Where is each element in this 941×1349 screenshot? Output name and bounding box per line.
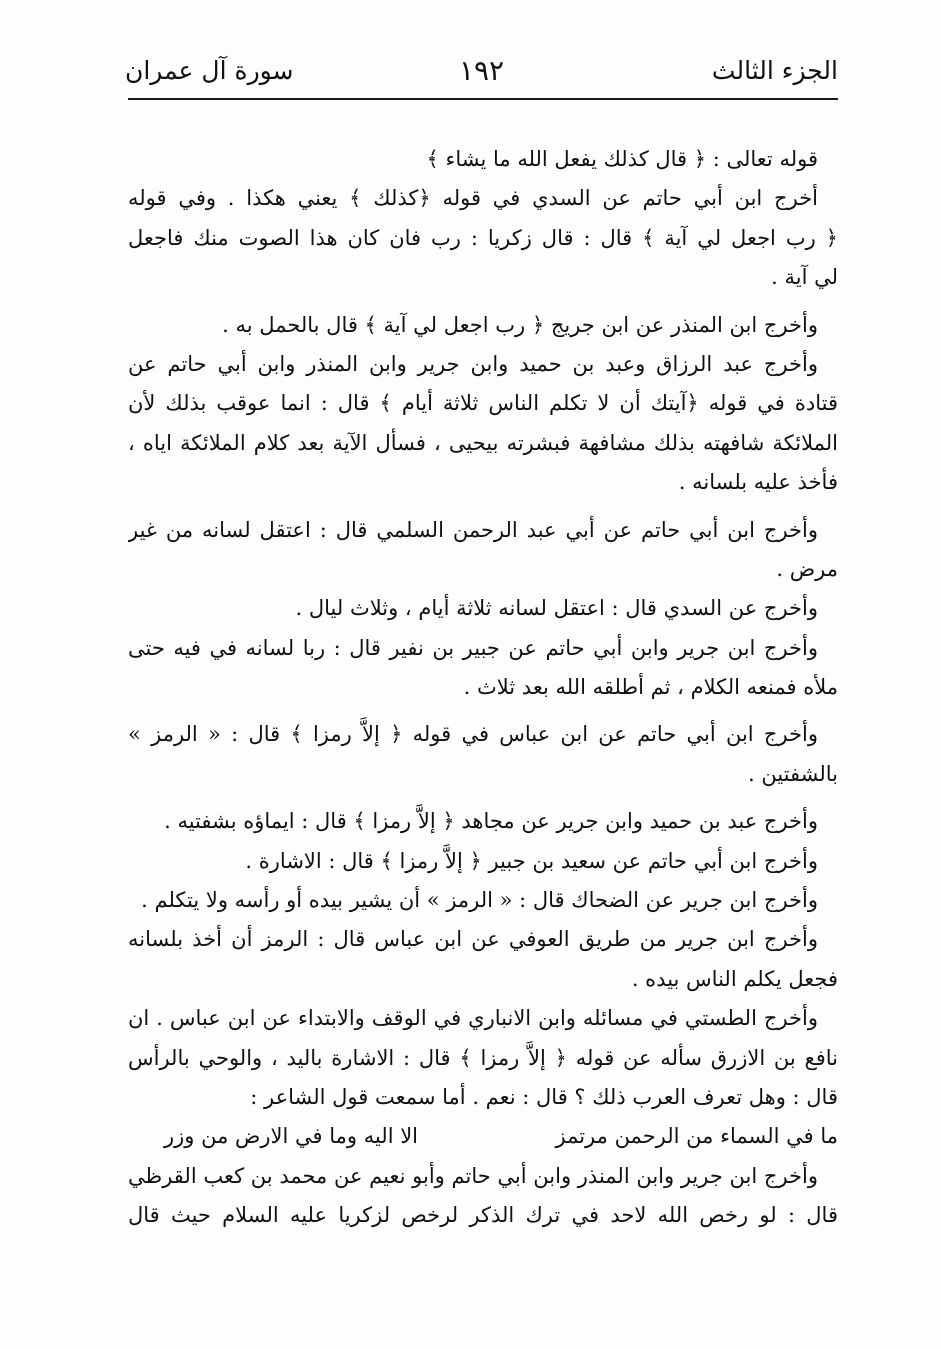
verse-hemistich-second: الا اليه وما في الارض من وزر bbox=[164, 1124, 419, 1149]
verse-hemistich-first: ما في السماء من الرحمن مرتمز bbox=[555, 1124, 838, 1149]
text-line: وأخرج ابن جرير وابن المنذر وابن أبي حاتم وأبو نعيم عن محمد بن كعب القرظي bbox=[128, 1163, 818, 1188]
text-line: وأخرج ابن جرير من طريق العوفي عن ابن عباس قال : الرمز أن أخذ بلسانه bbox=[128, 927, 818, 952]
text-line: وأخرج ابن أبي حاتم عن ابن عباس في قوله ﴿ إلاَّ رمزا ﴾ قال : « الرمز » bbox=[128, 722, 818, 747]
text-line: الملائكة شافهته بذلك مشافهة فبشرته بيحيى ، فسأل الآية بعد كلام الملائكة اياه ، bbox=[128, 430, 838, 455]
text-line: وأخرج ابن جرير عن الضحاك قال : « الرمز » أن يشير بيده أو رأسه ولا يتكلم . bbox=[141, 888, 818, 913]
page-number: ١٩٢ bbox=[458, 54, 505, 87]
text-line: بالشفتين . bbox=[747, 761, 838, 786]
part-title: الجزء الثالث bbox=[711, 56, 838, 85]
text-line: قال : لو رخص الله لاحد في ترك الذكر لرخص لزكريا عليه السلام حيث قال bbox=[128, 1203, 838, 1228]
text-line: قال : وهل تعرف العرب ذلك ؟ قال : نعم . أما سمعت قول الشاعر : bbox=[250, 1084, 838, 1109]
text-line: وأخرج ابن أبي حاتم عن أبي عبد الرحمن السلمي قال : اعتقل لسانه من غير bbox=[128, 517, 818, 542]
text-line: وأخرج ابن أبي حاتم عن سعيد بن جبير ﴿ إلاَّ رمزا ﴾ قال : الاشارة . bbox=[245, 848, 818, 873]
poetry-verse bbox=[128, 1117, 838, 1156]
text-line: مرض . bbox=[776, 556, 838, 581]
text-line: وأخرج ابن جرير وابن أبي حاتم عن جبير بن نفير قال : ربا لسانه في فيه حتى bbox=[128, 635, 818, 660]
text-line: قوله تعالى : ﴿ قال كذلك يفعل الله ما يشاء ﴾ bbox=[426, 147, 818, 171]
running-header bbox=[125, 52, 838, 96]
text-line: فجعل يكلم الناس بيده . bbox=[631, 966, 838, 991]
text-line: ملأه فمنعه الكلام ، ثم أطلقه الله بعد ثلاث . bbox=[463, 675, 838, 700]
text-line: وأخرج ابن المنذر عن ابن جريج ﴿ رب اجعل لي آية ﴾ قال بالحمل به . bbox=[222, 312, 818, 337]
text-line: لي آية . bbox=[771, 265, 838, 290]
body-text bbox=[128, 140, 838, 1236]
text-line: وأخرج عبد بن حميد وابن جرير عن مجاهد ﴿ إلاَّ رمزا ﴾ قال : ايماؤه بشفتيه . bbox=[164, 809, 818, 834]
header-rule bbox=[128, 98, 838, 100]
text-line: أخرج ابن أبي حاتم عن السدي في قوله ﴿كذلك ﴾ يعني هكذا . وفي قوله bbox=[128, 186, 818, 211]
text-line: ﴿ رب اجعل لي آية ﴾ قال : قال زكريا : رب فان كان هذا الصوت منك فاجعل bbox=[128, 225, 838, 250]
text-line: وأخرج عن السدي قال : اعتقل لسانه ثلاثة أيام ، وثلاث ليال . bbox=[295, 596, 818, 621]
text-line: نافع بن الازرق سأله عن قوله ﴿ إلاَّ رمزا ﴾ قال : الاشارة باليد ، والوحي بالرأس bbox=[128, 1045, 838, 1070]
text-line: فأخذ عليه بلسانه . bbox=[678, 470, 838, 495]
text-line: وأخرج عبد الرزاق وعبد بن حميد وابن جرير وابن المنذر وابن أبي حاتم عن bbox=[128, 351, 818, 376]
text-line: وأخرج الطستي في مسائله وابن الانباري في الوقف والابتداء عن ابن عباس . ان bbox=[128, 1006, 818, 1031]
surah-title: سورة آل عمران bbox=[125, 56, 294, 85]
text-line: قتادة في قوله ﴿آيتك أن لا تكلم الناس ثلاثة أيام ﴾ قال : انما عوقب بذلك لأن bbox=[128, 391, 838, 416]
